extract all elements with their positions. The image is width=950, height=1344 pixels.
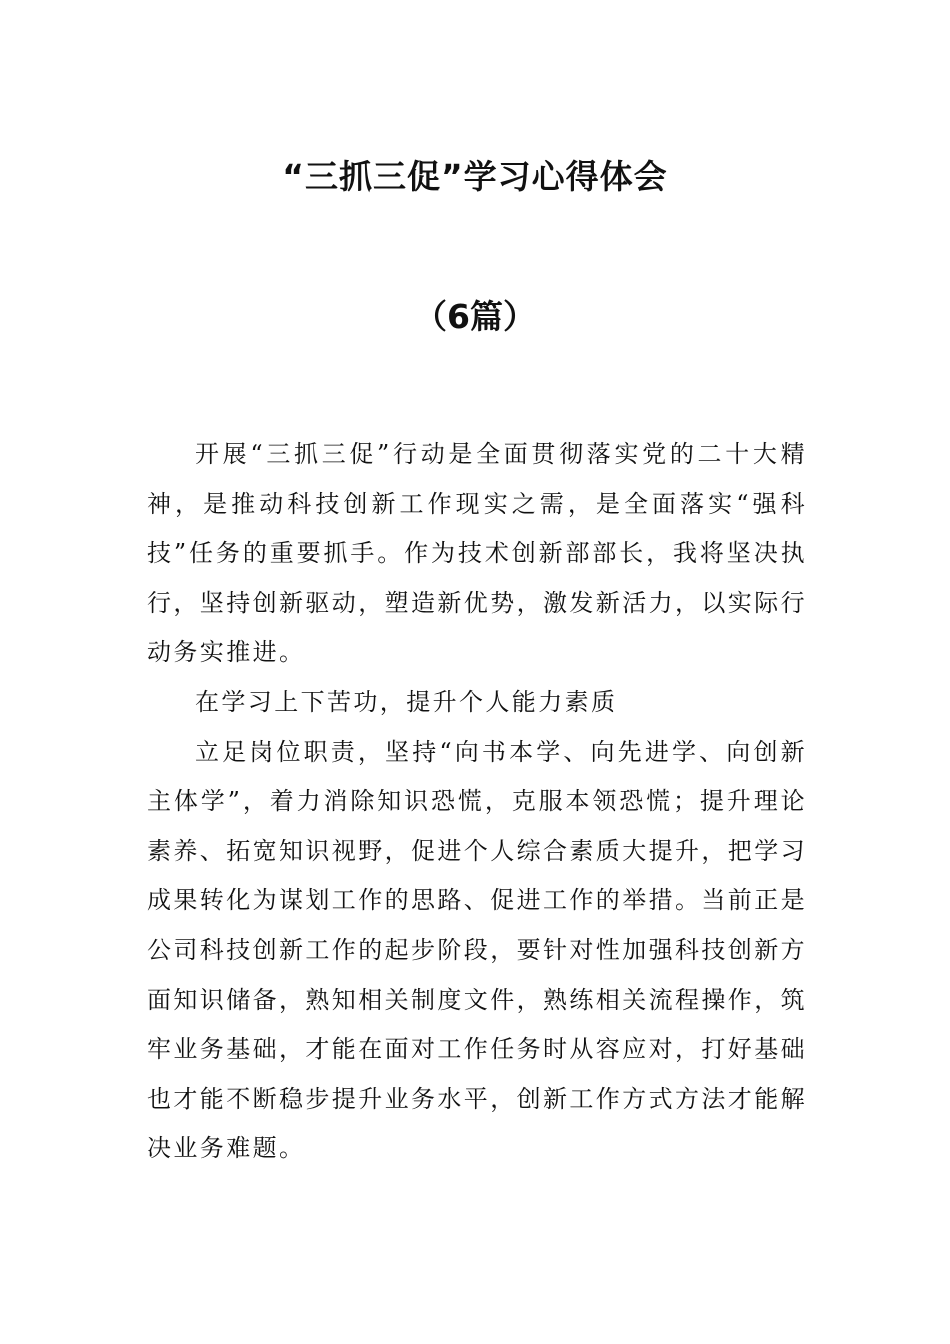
section-heading: 在学习上下苦功，提升个人能力素质 [195, 687, 618, 716]
document-body [147, 430, 807, 1174]
document-title: “三抓三促”学习心得体会 [282, 157, 668, 196]
body-paragraph: 立足岗位职责，坚持“向书本学、向先进学、向创新主体学”，着力消除知识恐慌，克服本领恐慌；提升理论素养、拓宽知识视野，促进个人综合素质大提升，把学习成果转化为谋划工作的思路、促进工作的举措。当前正是公司科技创新工作的起步阶段，要针对性加强科技创新方面知识储备，熟知相关制度文件，熟练相关流程操作，筑牢业务基础，才能在面对工作任务时从容应对，打好基础也才能不断稳步提升业务水平，创新工作方式方法才能解决业务难题。 [147, 737, 807, 1163]
intro-paragraph: 开展“三抓三促”行动是全面贯彻落实党的二十大精神，是推动科技创新工作现实之需，是全面落实“强科技”任务的重要抓手。作为技术创新部部长，我将坚决执行，坚持创新驱动，塑造新优势，激发新活力，以实际行动务实推进。 [147, 440, 807, 667]
document-subtitle: （6篇） [414, 297, 536, 336]
